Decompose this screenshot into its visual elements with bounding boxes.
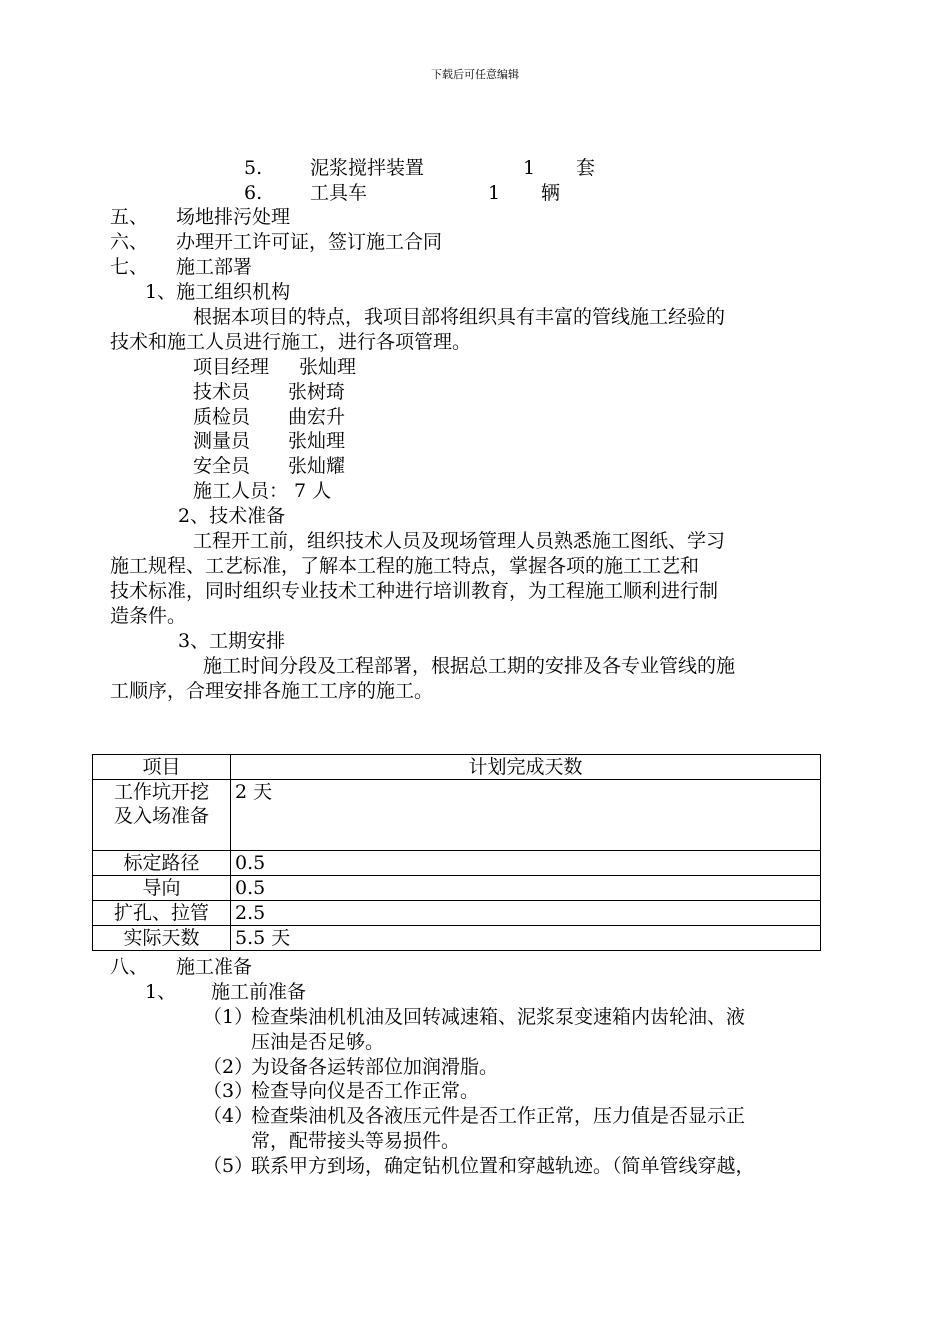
table-cell: 扩孔、拉管 xyxy=(93,901,231,926)
workers-count: 施工人员： 7 人 xyxy=(193,480,332,502)
table-row xyxy=(93,901,821,926)
column-header: 计划完成天数 xyxy=(231,755,821,780)
subsection-number: 1、 xyxy=(145,981,177,1003)
list-item-number: （2） xyxy=(203,1056,254,1078)
equipment-no: 5. xyxy=(244,157,263,179)
staff-name: 张树琦 xyxy=(288,381,346,403)
section-heading: 施工准备 xyxy=(176,956,253,978)
subsection-heading: 施工前准备 xyxy=(211,981,307,1003)
section-number: 八、 xyxy=(110,956,149,978)
list-item-number: （4） xyxy=(203,1105,254,1127)
equipment-qty: 1 xyxy=(488,182,501,204)
equipment-name: 泥浆搅拌装置 xyxy=(310,157,425,179)
table-cell: 2 天 xyxy=(231,780,821,851)
paragraph-line: 工顺序，合理安排各施工工序的施工。 xyxy=(110,680,434,702)
schedule-table xyxy=(92,754,821,951)
staff-name: 曲宏升 xyxy=(288,406,346,428)
table-row xyxy=(93,876,821,901)
paragraph-line: 工程开工前，组织技术人员及现场管理人员熟悉施工图纸、学习 xyxy=(193,530,726,552)
subsection-heading: 3、工期安排 xyxy=(178,630,286,652)
column-header: 项目 xyxy=(93,755,231,780)
staff-role: 测量员 xyxy=(193,430,251,452)
section-number: 六、 xyxy=(110,231,149,253)
paragraph-line: 技术标准，同时组织专业技术工种进行培训教育，为工程施工顺利进行制 xyxy=(110,580,719,602)
staff-name: 张灿耀 xyxy=(288,455,346,477)
equipment-unit: 辆 xyxy=(541,182,561,204)
equipment-name: 工具车 xyxy=(310,182,368,204)
table-header-row xyxy=(93,755,821,780)
table-cell: 5.5 天 xyxy=(231,926,821,951)
subsection-heading: 2、技术准备 xyxy=(178,505,286,527)
staff-role: 安全员 xyxy=(193,455,251,477)
equipment-qty: 1 xyxy=(523,157,536,179)
table-cell: 0.5 xyxy=(231,876,821,901)
cell-line: 及入场准备 xyxy=(113,805,209,827)
table-cell: 2.5 xyxy=(231,901,821,926)
list-item-text: 检查柴油机及各液压元件是否工作正常，压力值是否显示正 xyxy=(251,1105,746,1127)
list-item-text: 常，配带接头等易损件。 xyxy=(251,1130,461,1152)
list-item-text: 联系甲方到场，确定钻机位置和穿越轨迹。（简单管线穿越， xyxy=(251,1155,755,1177)
equipment-no: 6. xyxy=(244,182,263,204)
table-row xyxy=(93,780,821,851)
section-heading: 施工部署 xyxy=(176,256,253,278)
paragraph-line: 施工规程、工艺标准，了解本工程的施工特点，掌握各项的施工工艺和 xyxy=(110,555,700,577)
table-cell: 实际天数 xyxy=(93,926,231,951)
paragraph-line: 施工时间分段及工程部署，根据总工期的安排及各专业管线的施 xyxy=(203,655,736,677)
paragraph-line: 技术和施工人员进行施工，进行各项管理。 xyxy=(110,331,472,353)
equipment-unit: 套 xyxy=(576,157,596,179)
table-cell: 标定路径 xyxy=(93,851,231,876)
list-item-number: （1） xyxy=(203,1006,254,1028)
section-heading: 办理开工许可证，签订施工合同 xyxy=(176,231,443,253)
list-item-text: 压油是否足够。 xyxy=(251,1031,385,1053)
table-row xyxy=(93,926,821,951)
paragraph-line: 根据本项目的特点，我项目部将组织具有丰富的管线施工经验的 xyxy=(193,306,726,328)
table-cell xyxy=(93,780,231,851)
staff-name: 张灿理 xyxy=(288,430,346,452)
table-cell: 导向 xyxy=(93,876,231,901)
subsection-heading: 1、施工组织机构 xyxy=(145,281,291,303)
page-header: 下载后可任意编辑 xyxy=(431,68,519,81)
staff-name: 张灿理 xyxy=(299,356,357,378)
section-number: 七、 xyxy=(110,256,149,278)
staff-role: 技术员 xyxy=(193,381,251,403)
section-number: 五、 xyxy=(110,206,149,228)
cell-line: 工作坑开挖 xyxy=(113,781,209,803)
list-item-text: 为设备各运转部位加润滑脂。 xyxy=(251,1056,499,1078)
paragraph-line: 造条件。 xyxy=(110,605,187,627)
staff-role: 项目经理 xyxy=(193,356,270,378)
list-item-number: （3） xyxy=(203,1080,254,1102)
table-row xyxy=(93,851,821,876)
list-item-text: 检查导向仪是否工作正常。 xyxy=(251,1080,480,1102)
section-heading: 场地排污处理 xyxy=(176,206,291,228)
table-cell: 0.5 xyxy=(231,851,821,876)
list-item-text: 检查柴油机机油及回转减速箱、泥浆泵变速箱内齿轮油、液 xyxy=(251,1006,746,1028)
list-item-number: （5） xyxy=(203,1155,254,1177)
staff-role: 质检员 xyxy=(193,406,251,428)
